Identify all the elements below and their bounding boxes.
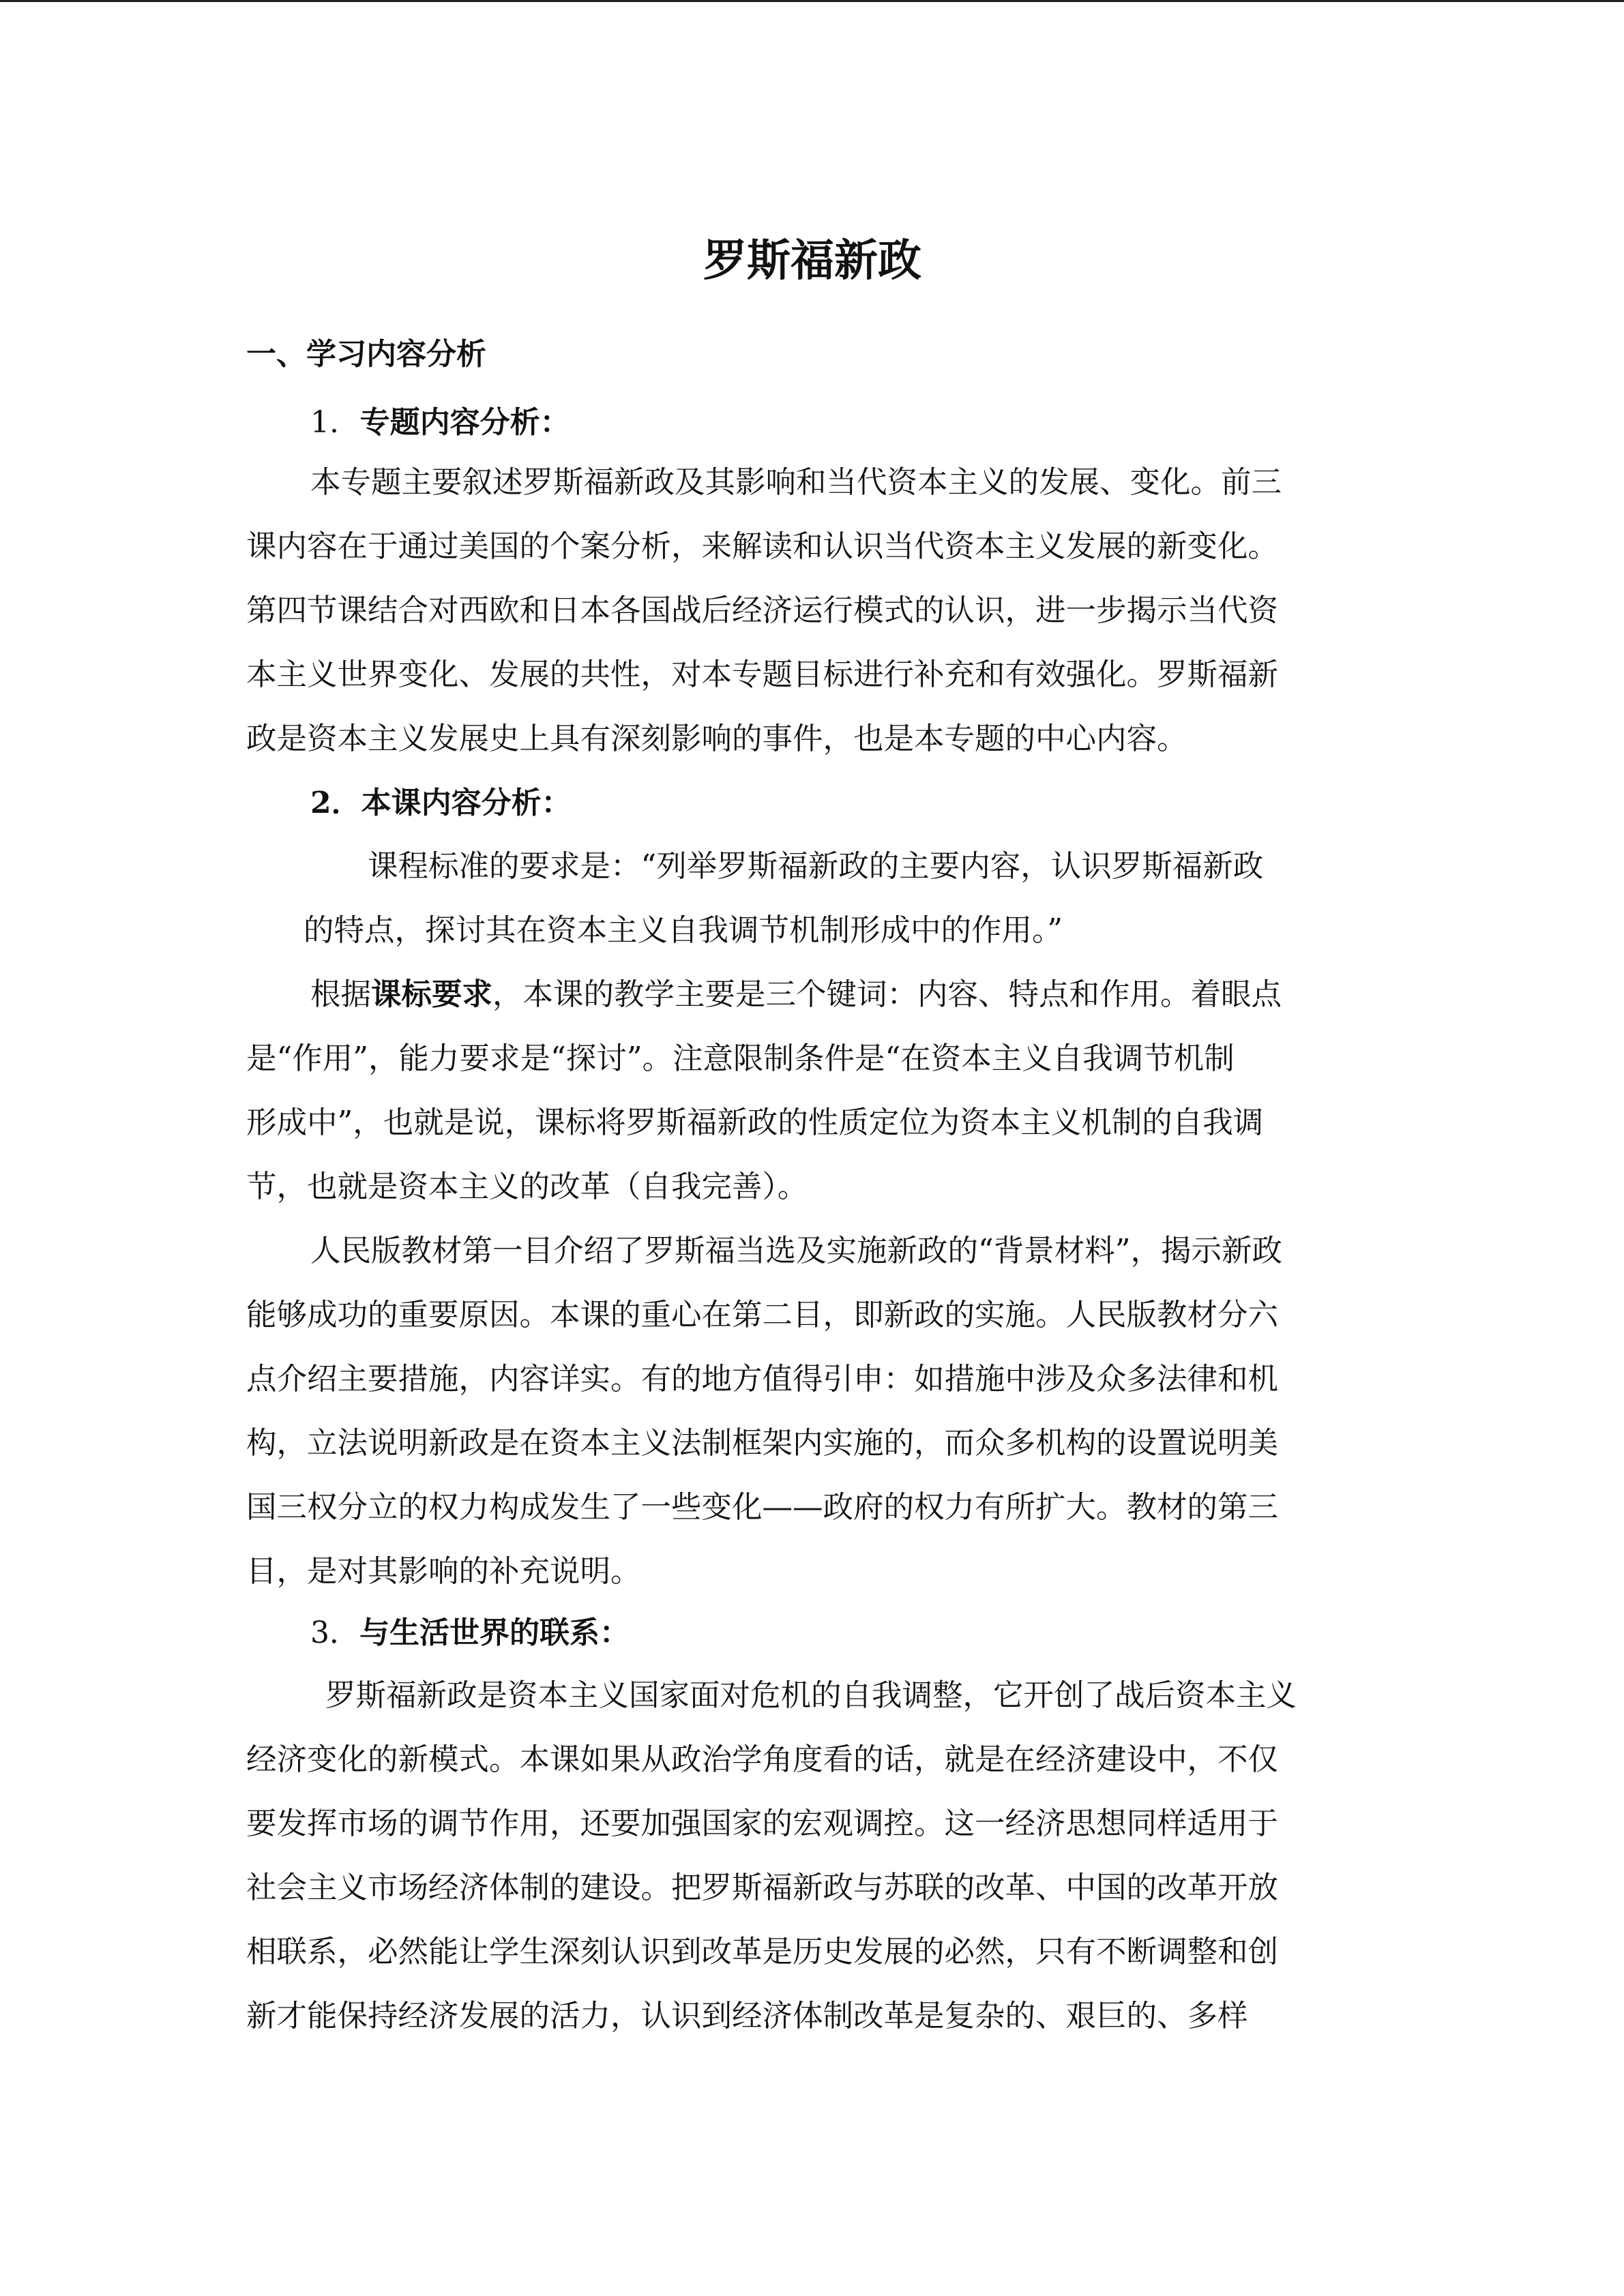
paragraph-line: 相联系，必然能让学生深刻认识到改革是历史发展的必然，只有不断调整和创 (246, 1935, 1279, 1969)
text-run: ，本课的教学主要是三个键词：内容、特点和作用。着眼点 (492, 977, 1282, 1012)
paragraph-line: 节，也就是资本主义的改革（自我完善）。 (246, 1169, 808, 1204)
subheading-number: 3． (310, 1615, 359, 1650)
section-heading-learning-content: 一、学习内容分析 (246, 337, 486, 372)
text-run: 根据 (310, 977, 372, 1012)
paragraph-line (246, 963, 1378, 1027)
paragraph-line: 的特点，探讨其在资本主义自我调节机制形成中的作用。” (304, 913, 1063, 948)
paragraph-line: 第四节课结合对西欧和日本各国战后经济运行模式的认识，进一步揭示当代资 (246, 593, 1279, 628)
paragraph-line: 要发挥市场的调节作用，还要加强国家的宏观调控。这一经济思想同样适用于 (246, 1806, 1279, 1841)
paragraph-line: 本专题主要叙述罗斯福新政及其影响和当代资本主义的发展、变化。前三 (310, 465, 1282, 500)
paragraph-line: 形成中”，也就是说，课标将罗斯福新政的性质定位为资本主义机制的自我调 (246, 1105, 1264, 1140)
paragraph-standard-requirements (246, 963, 1378, 1219)
subheading-lesson-analysis (310, 783, 572, 824)
paragraph-line: 新才能保持经济发展的活力，认识到经济体制改革是复杂的、艰巨的、多样 (246, 1999, 1248, 2033)
emphasis-standard-requirements: 课标要求 (371, 977, 493, 1012)
subheading-number: 2． (310, 786, 361, 820)
paragraph-line: 能够成功的重要原因。本课的重心在第二目，即新政的实施。人民版教材分六 (246, 1298, 1279, 1332)
top-border-rule (0, 0, 1624, 2)
subheading-number: 1. (310, 405, 339, 440)
paragraph-line: 目，是对其影响的补充说明。 (246, 1554, 641, 1589)
subheading-label: 与生活世界的联系： (359, 1615, 630, 1650)
document-title: 罗斯福新政 (703, 236, 921, 286)
paragraph-line: 构，立法说明新政是在资本主义法制框架内实施的，而众多机构的设置说明美 (246, 1426, 1279, 1461)
subheading-label: 本课内容分析： (361, 786, 572, 820)
subheading-label: 专题内容分析： (359, 405, 570, 440)
paragraph-line: 罗斯福新政是资本主义国家面对危机的自我调整，它开创了战后资本主义 (325, 1678, 1297, 1713)
paragraph-line: 本主义世界变化、发展的共性，对本专题目标进行补充和有效强化。罗斯福新 (246, 657, 1279, 692)
paragraph-line: 政是资本主义发展史上具有深刻影响的事件，也是本专题的中心内容。 (246, 721, 1187, 756)
paragraph-line: 课内容在于通过美国的个案分析，来解读和认识当代资本主义发展的新变化。 (246, 529, 1279, 564)
paragraph-line: 经济变化的新模式。本课如果从政治学角度看的话，就是在经济建设中，不仅 (246, 1742, 1279, 1777)
paragraph-line: 是“作用”，能力要求是“探讨”。注意限制条件是“在资本主义自我调节机制 (246, 1041, 1235, 1076)
paragraph-line: 人民版教材第一目介绍了罗斯福当选及实施新政的“背景材料”，揭示新政 (310, 1234, 1283, 1268)
paragraph-life-connection (246, 1664, 1378, 2048)
paragraph-textbook-content (246, 1219, 1378, 1604)
paragraph-line: 社会主义市场经济体制的建设。把罗斯福新政与苏联的改革、中国的改革开放 (246, 1870, 1279, 1905)
paragraph-line: 点介绍主要措施，内容详实。有的地方值得引申：如措施中涉及众多法律和机 (246, 1362, 1279, 1397)
paragraph-topic-analysis (246, 451, 1378, 771)
paragraph-line: 课程标准的要求是：“列举罗斯福新政的主要内容，认识罗斯福新政 (368, 849, 1264, 884)
paragraph-curriculum-standard (246, 835, 1378, 963)
paragraph-line: 国三权分立的权力构成发生了一些变化——政府的权力有所扩大。教材的第三 (246, 1490, 1279, 1525)
subheading-life-connection (310, 1613, 630, 1654)
subheading-topic-analysis (310, 402, 570, 443)
